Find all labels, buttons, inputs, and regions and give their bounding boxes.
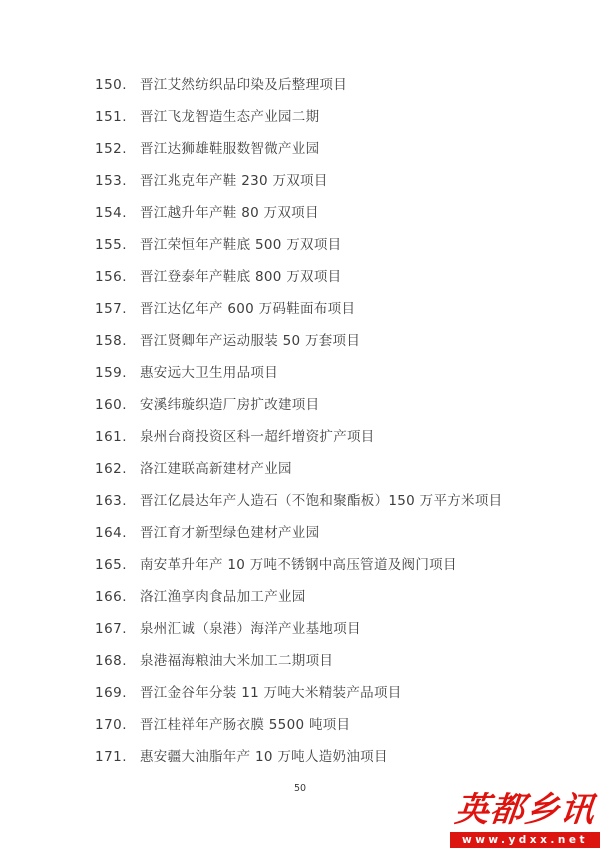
list-item bbox=[95, 677, 560, 709]
list-item bbox=[95, 517, 560, 549]
item-text: 晋江荣恒年产鞋底 500 万双项目 bbox=[140, 237, 342, 253]
item-number: 160. bbox=[95, 397, 128, 413]
item-number: 153. bbox=[95, 173, 128, 189]
item-number: 152. bbox=[95, 141, 128, 157]
item-number: 168. bbox=[95, 653, 128, 669]
project-list bbox=[95, 69, 560, 773]
item-number: 170. bbox=[95, 717, 128, 733]
list-item bbox=[95, 613, 560, 645]
item-number: 150. bbox=[95, 77, 128, 93]
site-watermark-logo bbox=[450, 789, 600, 848]
logo-calligraphy-title: 英都乡讯 bbox=[452, 790, 598, 830]
list-item bbox=[95, 229, 560, 261]
item-number: 164. bbox=[95, 525, 128, 541]
item-text: 安溪纬璇织造厂房扩改建项目 bbox=[140, 397, 320, 413]
item-text: 晋江登泰年产鞋底 800 万双项目 bbox=[140, 269, 342, 285]
page-number: 50 bbox=[293, 783, 307, 794]
item-number: 165. bbox=[95, 557, 128, 573]
item-number: 159. bbox=[95, 365, 128, 381]
item-text: 惠安疆大油脂年产 10 万吨人造奶油项目 bbox=[140, 749, 388, 765]
item-text: 晋江飞龙智造生态产业园二期 bbox=[140, 109, 320, 125]
item-number: 158. bbox=[95, 333, 128, 349]
list-item bbox=[95, 709, 560, 741]
item-text: 晋江达亿年产 600 万码鞋面布项目 bbox=[140, 301, 356, 317]
list-item bbox=[95, 357, 560, 389]
list-item bbox=[95, 261, 560, 293]
list-item bbox=[95, 69, 560, 101]
item-text: 晋江艾然纺织品印染及后整理项目 bbox=[140, 77, 347, 93]
item-number: 155. bbox=[95, 237, 128, 253]
item-text: 泉州汇诚（泉港）海洋产业基地项目 bbox=[140, 621, 361, 637]
item-text: 晋江贤卿年产运动服装 50 万套项目 bbox=[140, 333, 361, 349]
item-number: 163. bbox=[95, 493, 128, 509]
list-item bbox=[95, 325, 560, 357]
item-text: 晋江兆克年产鞋 230 万双项目 bbox=[140, 173, 328, 189]
list-item bbox=[95, 549, 560, 581]
item-text: 泉州台商投资区科一超纤增资扩产项目 bbox=[140, 429, 375, 445]
item-text: 洛江建联高新建材产业园 bbox=[140, 461, 292, 477]
list-item bbox=[95, 453, 560, 485]
item-number: 162. bbox=[95, 461, 128, 477]
item-number: 156. bbox=[95, 269, 128, 285]
item-number: 166. bbox=[95, 589, 128, 605]
list-item bbox=[95, 421, 560, 453]
item-text: 晋江育才新型绿色建材产业园 bbox=[140, 525, 320, 541]
item-text: 晋江越升年产鞋 80 万双项目 bbox=[140, 205, 319, 221]
item-text: 惠安远大卫生用品项目 bbox=[140, 365, 278, 381]
list-item bbox=[95, 133, 560, 165]
list-item bbox=[95, 741, 560, 773]
item-number: 151. bbox=[95, 109, 128, 125]
logo-url-bar: www.ydxx.net bbox=[450, 832, 600, 848]
item-number: 157. bbox=[95, 301, 128, 317]
item-text: 洛江渔享肉食品加工产业园 bbox=[140, 589, 306, 605]
item-text: 南安革升年产 10 万吨不锈钢中高压管道及阀门项目 bbox=[140, 557, 457, 573]
item-number: 169. bbox=[95, 685, 128, 701]
item-number: 171. bbox=[95, 749, 128, 765]
item-text: 晋江达狮雄鞋服数智微产业园 bbox=[140, 141, 320, 157]
item-number: 167. bbox=[95, 621, 128, 637]
item-number: 161. bbox=[95, 429, 128, 445]
item-text: 晋江亿晨达年产人造石（不饱和聚酯板）150 万平方米项目 bbox=[140, 493, 503, 509]
list-item bbox=[95, 581, 560, 613]
list-item bbox=[95, 389, 560, 421]
list-item bbox=[95, 485, 560, 517]
item-number: 154. bbox=[95, 205, 128, 221]
list-item bbox=[95, 197, 560, 229]
list-item bbox=[95, 645, 560, 677]
list-item bbox=[95, 165, 560, 197]
item-text: 泉港福海粮油大米加工二期项目 bbox=[140, 653, 334, 669]
list-item bbox=[95, 101, 560, 133]
list-item bbox=[95, 293, 560, 325]
item-text: 晋江桂祥年产肠衣膜 5500 吨项目 bbox=[140, 717, 351, 733]
item-text: 晋江金谷年分装 11 万吨大米精装产品项目 bbox=[140, 685, 402, 701]
